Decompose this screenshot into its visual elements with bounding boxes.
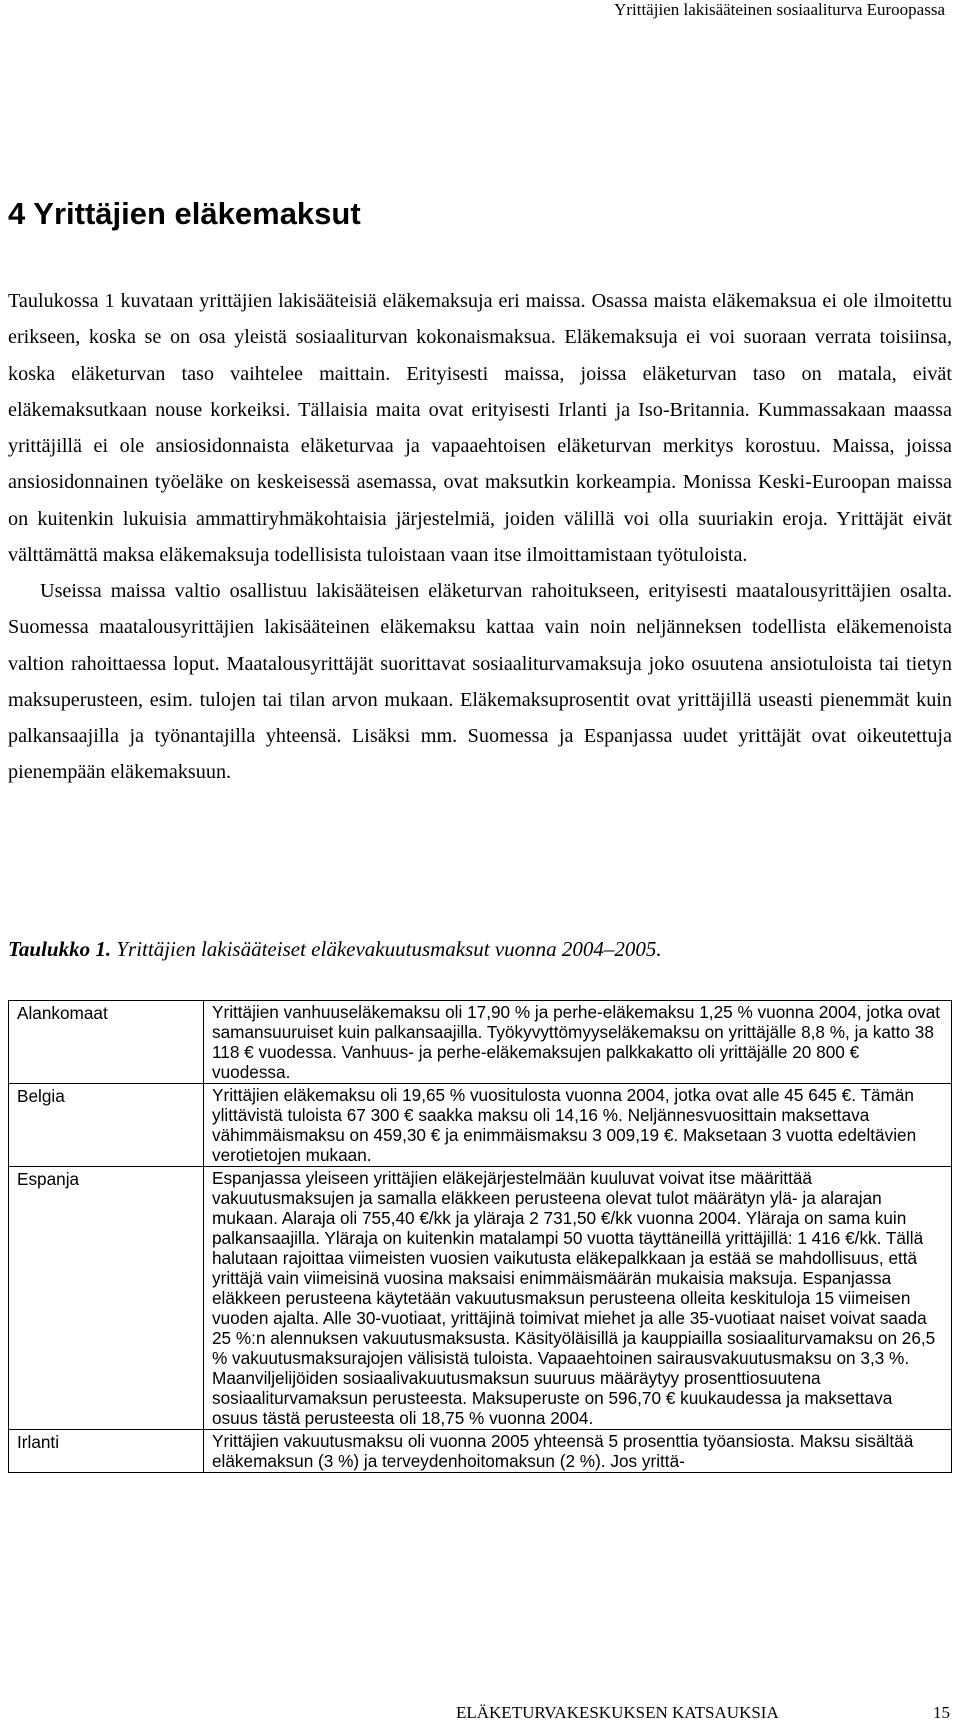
body-text — [8, 283, 952, 791]
description-cell: Yrittäjien vakuutusmaksu oli vuonna 2005 yhteensä 5 prosenttia työansiosta. Maksu sisältää eläkemaksun (3 %) ja terveydenhoitomaksun (2 %). Jos yrittä- — [204, 1430, 952, 1473]
publication-name: ELÄKETURVAKESKUKSEN KATSAUKSIA — [455, 1703, 779, 1722]
running-header: Yrittäjien lakisääteinen sosiaaliturva Euroopassa — [614, 0, 945, 19]
table-row — [9, 1001, 952, 1084]
page-number: 15 — [933, 1703, 950, 1722]
paragraph-1: Taulukossa 1 kuvataan yrittäjien lakisääteisiä eläkemaksuja eri maissa. Osassa maista eläkemaksua ei ole ilmoitettu erikseen, koska se on osa yleistä sosiaaliturvan kokonaismaksua. Eläkemaksuja ei voi suoraan verrata toisiinsa, koska eläketurvan taso vaihtelee maittain. Erityisesti maissa, joissa eläketurvan taso on matala, eivät eläkemaksutkaan nouse korkeiksi. Tällaisia maita ovat erityisesti Irlanti ja Iso-Britannia. Kummassakaan maassa yrittäjillä ei ole ansiosidonnaista eläketurvaa ja vapaaehtoisen eläketurvan merkitys korostuu. Maissa, joissa ansiosidonnainen työeläke on keskeisessä asemassa, ovat maksutkin korkeampia. Monissa Keski-Euroopan maissa on kuitenkin lukuisia ammattiryhmäkohtaisia järjestelmiä, joiden välillä voi olla suuriakin eroja. Yrittäjät eivät välttämättä maksa eläkemaksuja todellisista tuloistaan vaan itse ilmoittamistaan työtuloista. — [8, 290, 952, 566]
country-cell: Espanja — [9, 1167, 204, 1430]
page-footer — [456, 1703, 950, 1723]
description-cell: Yrittäjien vanhuuseläkemaksu oli 17,90 % ja perhe-eläkemaksu 1,25 % vuonna 2004, jotka ovat samansuuruiset kuin palkansaajilla. Työkyvyttömyyseläkemaksu on yrittäjälle 8,8 %, ja katto 38 118 € vuodessa. Vanhuus- ja perhe-eläkemaksujen palkkakatto oli yrittäjälle 20 800 € vuodessa. — [204, 1001, 952, 1084]
table-caption-label: Taulukko 1. — [8, 937, 112, 961]
pension-contribution-table — [8, 1000, 952, 1473]
country-cell: Belgia — [9, 1084, 204, 1167]
description-cell: Espanjassa yleiseen yrittäjien eläkejärjestelmään kuuluvat voivat itse määrittää vakuutusmaksujen ja samalla eläkkeen perusteena olevat tulot määrätyn ylä- ja alarajan mukaan. Alaraja oli 755,40 €/kk ja yläraja 2 731,50 €/kk vuonna 2004. Yläraja on sama kuin palkansaajilla. Yläraja on kuitenkin matalampi 50 vuotta täyttäneillä yrittäjillä: 1 416 €/kk. Tällä halutaan rajoittaa viimeisten vuosien vaikutusta eläkepalkkaan ja estää se mahdollisuus, että yrittäjä vain viimeisinä vuosina maksaisi enimmäismäärän mukaisia maksuja. Espanjassa eläkkeen perusteena käytetään vakuutusmaksun perusteena olleita keskituloja 15 viimeisen vuoden ajalta. Alle 30-vuotiaat, yrittäjinä toimivat miehet ja alle 35-vuotiaat naiset voivat saada 25 %:n alennuksen vakuutusmaksusta. Käsityöläisillä ja kauppiailla sosiaaliturvamaksu on 26,5 % vakuutusmaksurajojen välisistä tuloista. Vapaaehtoinen sairausvakuutusmaksu on 3,3 %. Maanviljelijöiden sosiaalivakuutusmaksun suuruus määräytyy prosenttiosuutena sosiaaliturvamaksun perusteesta. Maksuperuste on 596,70 € kuukaudessa ja maksettava osuus tästä perusteesta oli 18,75 % vuonna 2004. — [204, 1167, 952, 1430]
table-row — [9, 1167, 952, 1430]
table-row — [9, 1430, 952, 1473]
table-caption-text: Yrittäjien lakisääteiset eläkevakuutusmaksut vuonna 2004–2005. — [116, 937, 662, 961]
table-row — [9, 1084, 952, 1167]
country-cell: Irlanti — [9, 1430, 204, 1473]
paragraph-2: Useissa maissa valtio osallistuu lakisääteisen eläketurvan rahoitukseen, erityisesti maatalousyrittäjien osalta. Suomessa maatalousyrittäjien lakisääteinen eläkemaksu kattaa vain noin neljänneksen todellista eläkemenoista valtion rahoittaessa loput. Maatalousyrittäjät suorittavat sosiaaliturvamaksuja joko osuutena ansiotuloista tai tietyn maksuperusteen, esim. tulojen tai tilan arvon mukaan. Eläkemaksuprosentit ovat yrittäjillä useasti pienemmät kuin palkansaajilla ja työnantajilla yhteensä. Lisäksi mm. Suomessa ja Espanjassa uudet yrittäjät ovat oikeutettuja pienempään eläkemaksuun. — [8, 580, 952, 784]
description-cell: Yrittäjien eläkemaksu oli 19,65 % vuositulosta vuonna 2004, jotka ovat alle 45 645 €. Tämän ylittävistä tuloista 67 300 € saakka maksu oli 14,16 %. Neljännesvuosittain maksettava vähimmäismaksu on 459,30 € ja enimmäismaksu 3 009,19 €. Maksetaan 3 vuotta edeltävien verotietojen mukaan. — [204, 1084, 952, 1167]
table-caption — [8, 937, 662, 962]
chapter-title: 4 Yrittäjien eläkemaksut — [8, 196, 361, 231]
country-cell: Alankomaat — [9, 1001, 204, 1084]
